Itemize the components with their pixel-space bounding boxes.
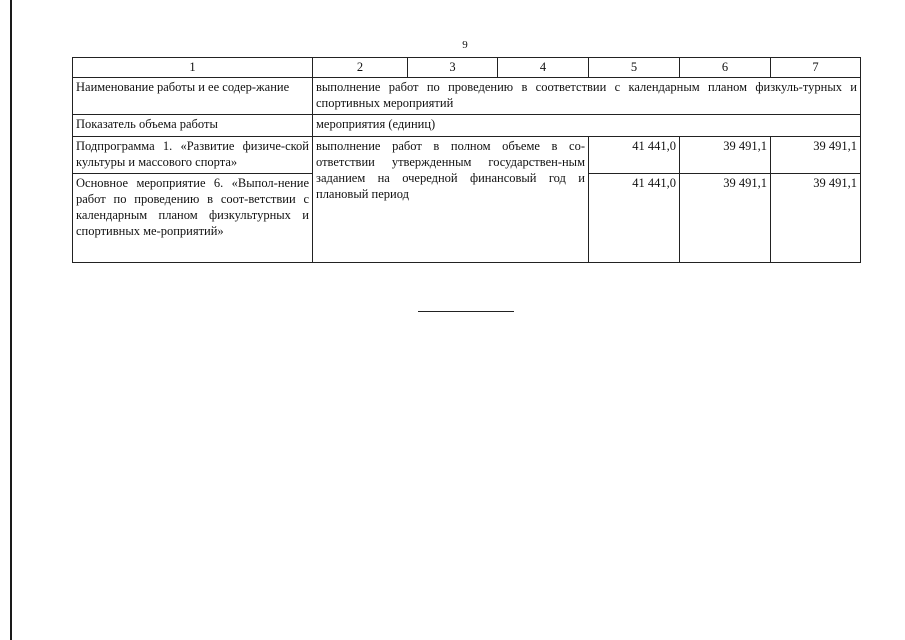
table-row-subprogram [73,137,861,174]
table-row-volume-indicator [73,115,861,137]
column-header-4: 4 [498,58,589,78]
main-event-value-col7: 39 491,1 [771,174,861,263]
column-header-3: 3 [408,58,498,78]
subprogram-value-col6: 39 491,1 [680,137,771,174]
subprogram-label: Подпрограмма 1. «Развитие физиче-ской культуры и массового спорта» [73,137,313,174]
shared-description: выполнение работ в полном объеме в со-ответствии утвержденным государствен-ным заданием на очередной финансовый год и плановый период [313,137,589,263]
work-name-content: выполнение работ по проведению в соответствии с календарным планом физкуль-турных и спортивных мероприятий [313,78,861,115]
footer-separator-line [418,311,514,312]
column-header-7: 7 [771,58,861,78]
column-header-1: 1 [73,58,313,78]
subprogram-value-col5: 41 441,0 [589,137,680,174]
work-name-label: Наименование работы и ее содер-жание [73,78,313,115]
volume-indicator-content: мероприятия (единиц) [313,115,861,137]
data-table [72,57,861,263]
table-row-work-name [73,78,861,115]
page-number: 9 [462,39,468,51]
subprogram-value-col7: 39 491,1 [771,137,861,174]
column-header-5: 5 [589,58,680,78]
column-header-2: 2 [313,58,408,78]
main-event-value-col6: 39 491,1 [680,174,771,263]
main-event-value-col5: 41 441,0 [589,174,680,263]
table-header-row [73,58,861,78]
scan-edge-line [10,0,12,640]
volume-indicator-label: Показатель объема работы [73,115,313,137]
main-event-label: Основное мероприятие 6. «Выпол-нение работ по проведению в соот-ветствии с календарным планом физкультурных и спортивных ме-роприятий» [73,174,313,263]
column-header-6: 6 [680,58,771,78]
